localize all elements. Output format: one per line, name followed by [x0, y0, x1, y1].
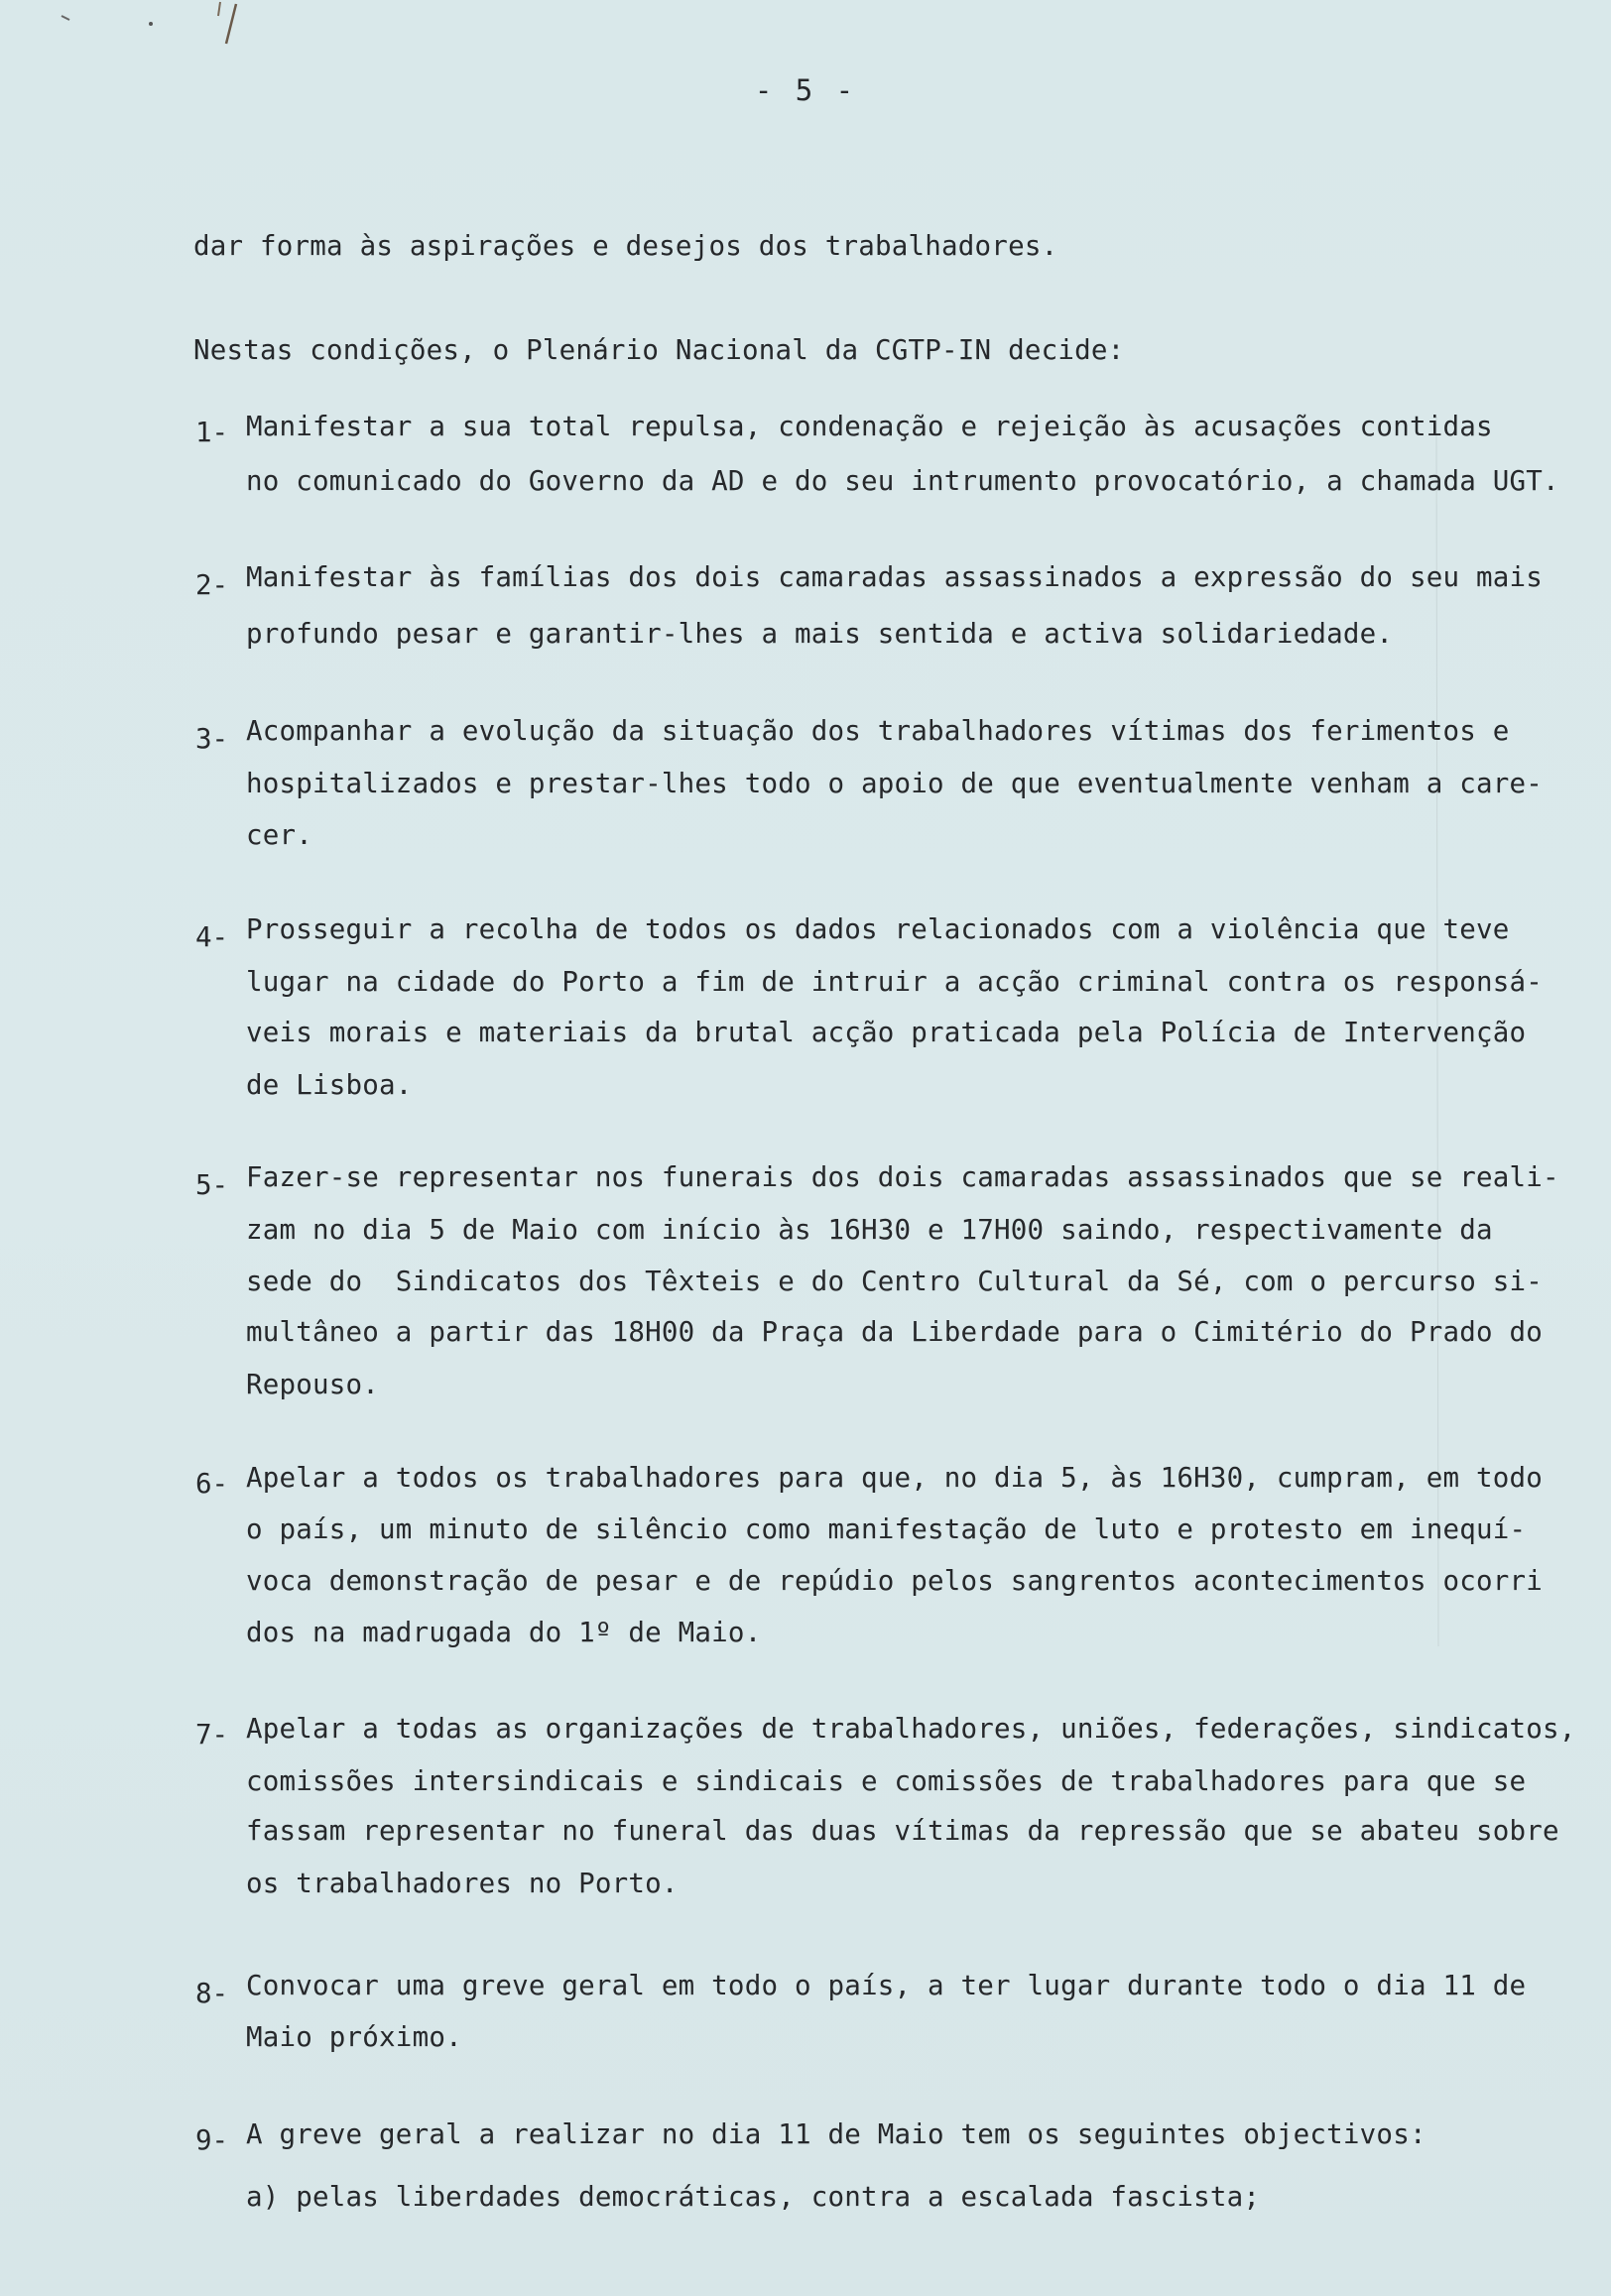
item-7-line: fassam representar no funeral das duas vítimas da repressão que se abateu sobre — [246, 1815, 1559, 1847]
lead-paragraph: Nestas condições, o Plenário Nacional da CGTP-IN decide: — [193, 334, 1125, 366]
item-4-line: veis morais e materiais da brutal acção praticada pela Polícia de Intervenção — [246, 1017, 1527, 1048]
page-number: - 5 - — [754, 73, 857, 107]
item-2-line: Manifestar às famílias dos dois camaradas assassinados a expressão do seu mais — [246, 561, 1543, 593]
item-7-number: 7- — [195, 1719, 229, 1751]
item-8-line: Convocar uma greve geral em todo o país, a ter lugar durante todo o dia 11 de — [246, 1970, 1527, 2001]
item-3-line: hospitalizados e prestar-lhes todo o apoio de que eventualmente venham a care- — [246, 768, 1543, 799]
intro-line: dar forma às aspirações e desejos dos trabalhadores. — [193, 230, 1058, 262]
item-6-line: voca demonstração de pesar e de repúdio pelos sangrentos acontecimentos ocorri — [246, 1565, 1543, 1597]
item-5-line: Repouso. — [246, 1369, 380, 1400]
item-6-line: o país, um minuto de silêncio como manifestação de luto e protesto em inequí- — [246, 1513, 1527, 1545]
item-2-number: 2- — [195, 569, 229, 601]
item-3-line: cer. — [246, 819, 313, 851]
item-1-number: 1- — [195, 417, 229, 448]
item-9-number: 9- — [195, 2124, 229, 2156]
item-5-line: zam no dia 5 de Maio com início às 16H30 e 17H00 saindo, respectivamente da — [246, 1214, 1493, 1246]
item-2-line: profundo pesar e garantir-lhes a mais sentida e activa solidariedade. — [246, 618, 1394, 650]
item-4-number: 4- — [195, 921, 229, 953]
item-1-line: Manifestar a sua total repulsa, condenação e rejeição às acusações contidas — [246, 411, 1493, 442]
item-5-line: multâneo a partir das 18H00 da Praça da Liberdade para o Cimitério do Prado do — [246, 1316, 1543, 1348]
item-4-line: lugar na cidade do Porto a fim de intruir a acção criminal contra os responsá- — [246, 966, 1543, 998]
item-4-line: de Lisboa. — [246, 1069, 413, 1101]
item-7-line: os trabalhadores no Porto. — [246, 1868, 679, 1899]
item-6-line: Apelar a todos os trabalhadores para que, no dia 5, às 16H30, cumpram, em todo — [246, 1462, 1543, 1494]
sub-item-a: a) pelas liberdades democráticas, contra a escalada fascista; — [246, 2181, 1261, 2213]
item-5-number: 5- — [195, 1169, 229, 1201]
item-4-line: Prosseguir a recolha de todos os dados relacionados com a violência que teve — [246, 913, 1510, 945]
item-7-line: Apelar a todas as organizações de trabalhadores, uniões, federações, sindicatos, — [246, 1713, 1576, 1745]
item-8-line: Maio próximo. — [246, 2021, 462, 2053]
item-9-line: A greve geral a realizar no dia 11 de Maio tem os seguintes objectivos: — [246, 2118, 1426, 2150]
item-1-line: no comunicado do Governo da AD e do seu intrumento provocatório, a chamada UGT. — [246, 465, 1559, 497]
item-3-line: Acompanhar a evolução da situação dos trabalhadores vítimas dos ferimentos e — [246, 715, 1510, 747]
item-5-line: Fazer-se representar nos funerais dos dois camaradas assassinados que se reali- — [246, 1161, 1559, 1193]
item-6-line: dos na madrugada do 1º de Maio. — [246, 1617, 762, 1648]
item-7-line: comissões intersindicais e sindicais e comissões de trabalhadores para que se — [246, 1765, 1527, 1797]
item-5-line: sede do Sindicatos dos Têxteis e do Centro Cultural da Sé, com o percurso si- — [246, 1266, 1543, 1297]
item-8-number: 8- — [195, 1978, 229, 2009]
item-6-number: 6- — [195, 1468, 229, 1500]
item-3-number: 3- — [195, 723, 229, 755]
